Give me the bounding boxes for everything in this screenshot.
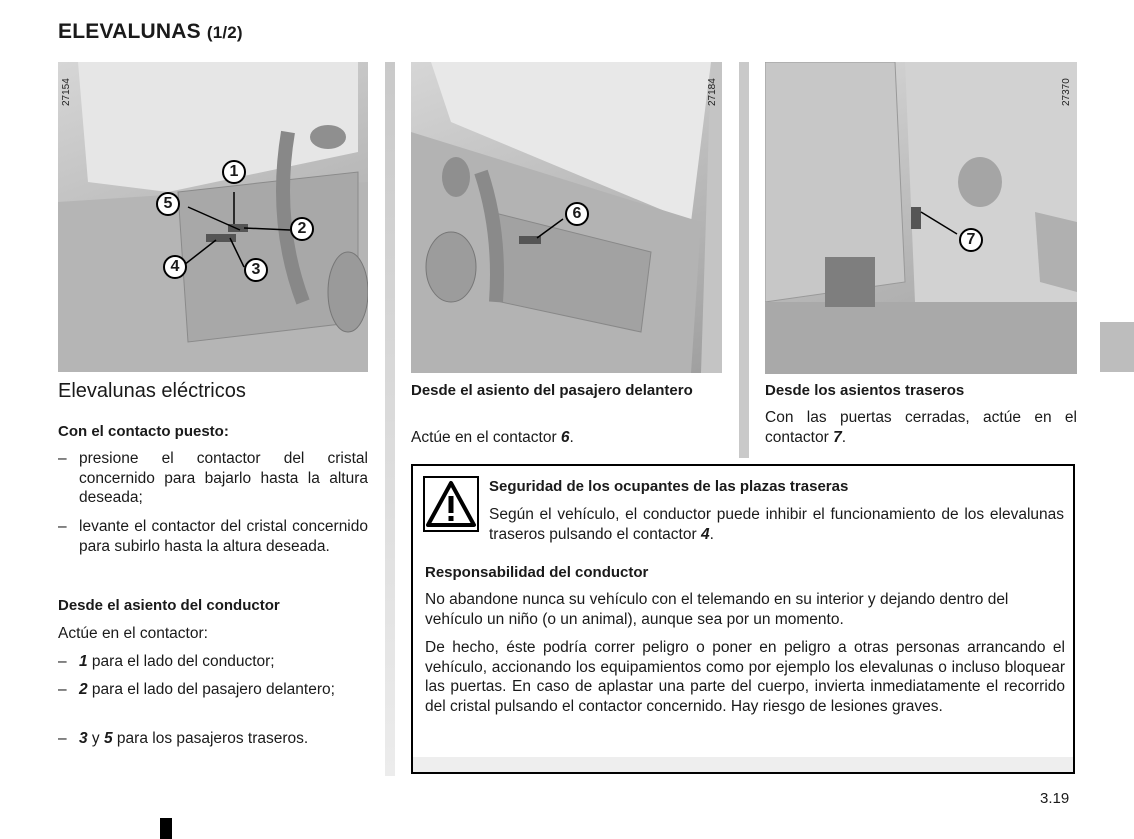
list-item: [58, 680, 368, 700]
list-dash: –: [58, 450, 67, 467]
door-illustration-3: [765, 62, 1077, 374]
contactor-number: 5: [104, 730, 113, 747]
callout-4: 4: [163, 255, 187, 279]
figure-code: 27184: [707, 78, 718, 106]
contactor-number: 4: [700, 525, 710, 543]
paragraph-text: Actúe en el contactor: [411, 429, 561, 446]
list-item-text: presione el contactor del cristal concernido para bajarlo hasta la altura deseada;: [79, 450, 368, 506]
list-dash: –: [58, 653, 67, 670]
warning-text-end: .: [709, 525, 714, 543]
list-item-text: levante el contactor del cristal concernido para subirlo hasta la altura deseada.: [79, 518, 368, 555]
list-item-text: para los pasajeros traseros.: [112, 730, 309, 747]
subheading-rear: Desde los asientos traseros: [765, 382, 965, 399]
warning-paragraph-1: No abandone nunca su vehículo con el telemando en su interior y dejando dentro del vehículo un niño (o un animal), aunque sea por un momento.: [425, 591, 1009, 628]
page-title-text: ELEVALUNAS: [58, 20, 201, 43]
subheading-contact: Con el contacto puesto:: [58, 423, 229, 440]
page-title-part: (1/2): [206, 23, 243, 42]
contactor-number: 7: [833, 428, 842, 446]
paragraph: [411, 428, 574, 448]
warning-title: Seguridad de los ocupantes de las plazas traseras: [489, 478, 849, 495]
paragraph: [765, 408, 1077, 447]
figure-code: 27370: [1061, 78, 1072, 106]
figure-passenger-door: [411, 62, 722, 373]
list-dash: –: [58, 681, 67, 698]
list-item-text: y: [87, 730, 104, 747]
list-item-text: para el lado del pasajero delantero;: [87, 681, 335, 698]
list-item: [58, 729, 368, 749]
callout-3: 3: [244, 258, 268, 282]
figure-rear-door: [765, 62, 1077, 374]
warning-text: [489, 505, 1064, 544]
list-dash: –: [58, 518, 67, 535]
paragraph-text: .: [569, 429, 574, 446]
door-illustration-1: [58, 62, 368, 372]
contactor-number: 1: [79, 653, 88, 670]
callout-1: 1: [222, 160, 246, 184]
page-number: 3.19: [1040, 790, 1070, 807]
chapter-tab: [1100, 322, 1134, 372]
list-item-text: para el lado del conductor;: [87, 653, 275, 670]
callout-5: 5: [156, 192, 180, 216]
callout-2: 2: [290, 217, 314, 241]
figure-code: 27154: [61, 78, 72, 106]
contactor-number: 6: [560, 429, 570, 446]
callout-6: 6: [565, 202, 589, 226]
print-mark: [160, 818, 172, 839]
callout-7: 7: [959, 228, 983, 252]
warning-triangle-icon: [423, 476, 479, 532]
list-item: [58, 652, 368, 672]
warning-box: [411, 464, 1075, 774]
warning-paragraph-2: De hecho, éste podría correr peligro o poner en peligro a otras personas arrancando el vehículo, accionando los equipamientos como por ejemplo los elevalunas o incluso bloquear las puertas. En caso de aplastar una parte del cuerpo, invierta inmediatamente el recorrido del cristal pulsando el contactor concernido. Hay riesgo de lesiones graves.: [425, 639, 1065, 715]
contactor-number: 3: [79, 730, 88, 747]
list-item: [58, 449, 368, 508]
list-dash: –: [58, 730, 67, 747]
paragraph-text: Con las puertas cerradas, actúe en el contactor: [765, 409, 1077, 446]
list-item: [58, 517, 368, 556]
column-divider-2: [739, 62, 749, 458]
contactor-number: 2: [79, 681, 88, 698]
figure-driver-door: [58, 62, 368, 372]
subheading-passenger: Desde el asiento del pasajero delantero: [411, 382, 693, 399]
warning-text-body: Según el vehículo, el conductor puede inhibir el funcionamiento de los elevalunas traseros pulsando el contactor: [489, 506, 1064, 543]
page-title: [58, 20, 243, 44]
subheading-driver: Desde el asiento del conductor: [58, 597, 280, 614]
warning-subheading: Responsabilidad del conductor: [425, 564, 649, 581]
paragraph: Actúe en el contactor:: [58, 625, 208, 642]
section-heading: Elevalunas eléctricos: [58, 380, 246, 402]
warning-box-shade: [413, 757, 1073, 772]
paragraph-text: .: [841, 428, 846, 446]
column-divider-1: [385, 62, 395, 776]
